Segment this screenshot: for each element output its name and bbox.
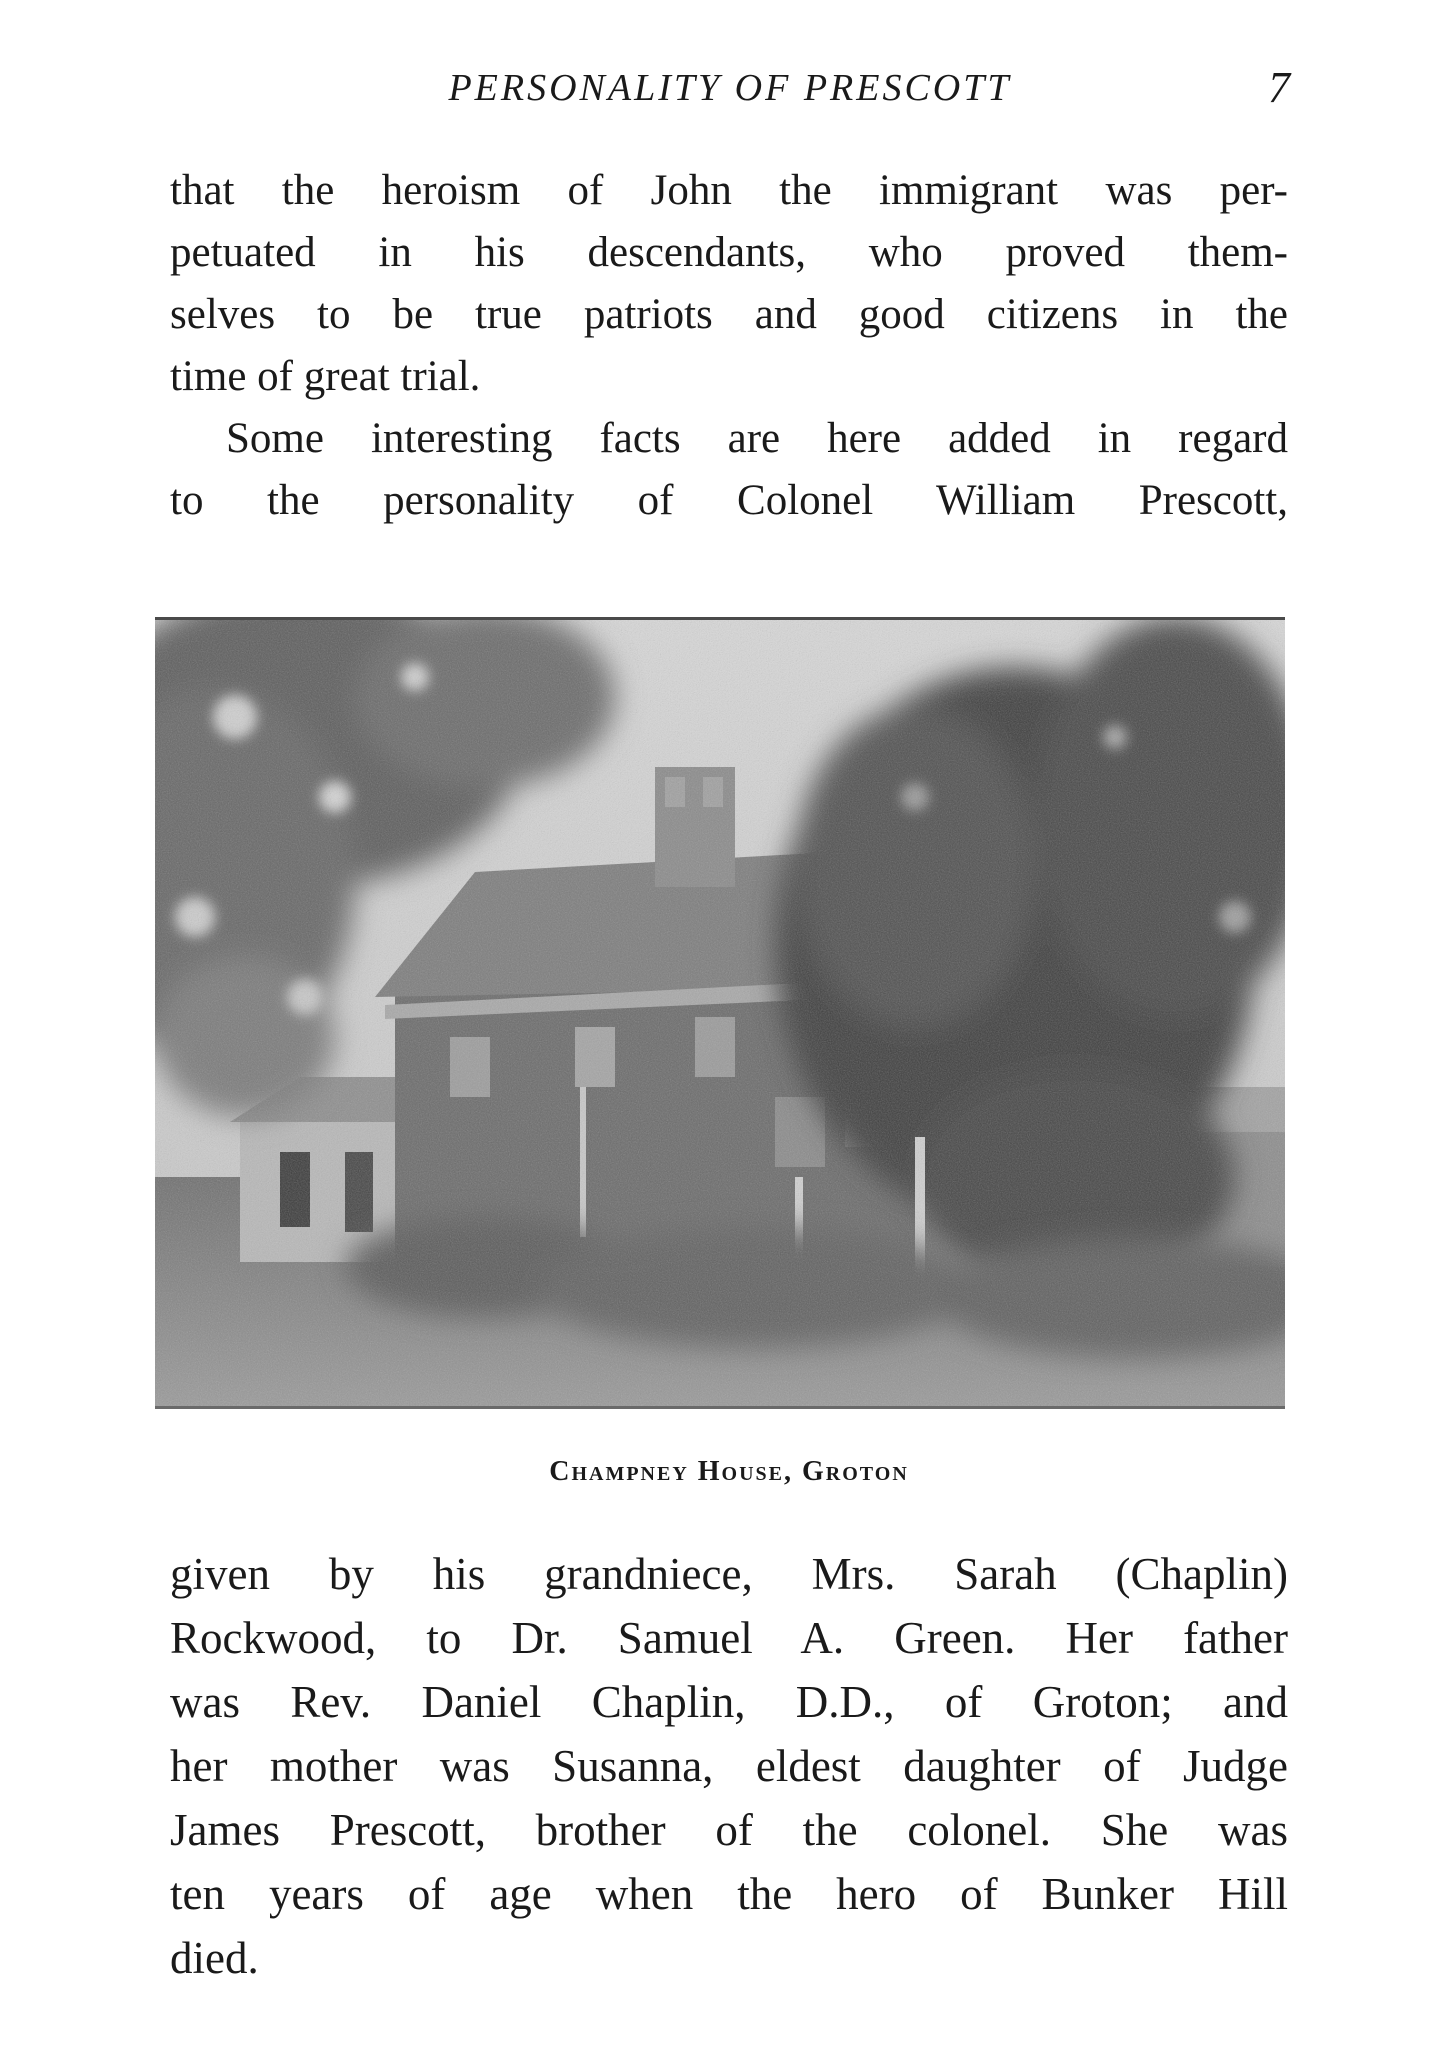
running-head <box>170 58 1290 118</box>
house-photograph <box>155 617 1285 1409</box>
paragraph-2 <box>170 408 1288 532</box>
paragraph-1 <box>170 160 1288 408</box>
figure-caption: Champney House, Groton <box>549 1456 909 1487</box>
photograph-drawing <box>155 617 1285 1409</box>
text-line: to the personality of Colonel William Prescott, <box>170 477 1288 524</box>
text-line: that the heroism of John the immigrant was per- <box>170 167 1288 214</box>
text-line: died. <box>170 1933 259 1983</box>
text-line: her mother was Susanna, eldest daughter of Judge <box>170 1741 1288 1791</box>
photo-border-bottom <box>155 1406 1285 1409</box>
text-line: given by his grandniece, Mrs. Sarah (Chaplin) <box>170 1549 1288 1599</box>
photo-border-top <box>155 617 1285 620</box>
text-line: James Prescott, brother of the colonel. She was <box>170 1805 1288 1855</box>
running-title: PERSONALITY OF PRESCOTT <box>448 67 1012 109</box>
text-line: Rockwood, to Dr. Samuel A. Green. Her father <box>170 1613 1288 1663</box>
photo-grain <box>155 617 1285 1409</box>
page-number: 7 <box>1268 63 1290 112</box>
text-line: ten years of age when the hero of Bunker Hill <box>170 1869 1288 1919</box>
paragraph-3 <box>170 1542 1288 1990</box>
text-line: was Rev. Daniel Chaplin, D.D., of Groton; and <box>170 1677 1288 1727</box>
text-line: selves to be true patriots and good citizens in the <box>170 291 1288 338</box>
text-line: Some interesting facts are here added in regard <box>226 415 1288 462</box>
text-line: time of great trial. <box>170 353 481 400</box>
text-line: petuated in his descendants, who proved them- <box>170 229 1288 276</box>
